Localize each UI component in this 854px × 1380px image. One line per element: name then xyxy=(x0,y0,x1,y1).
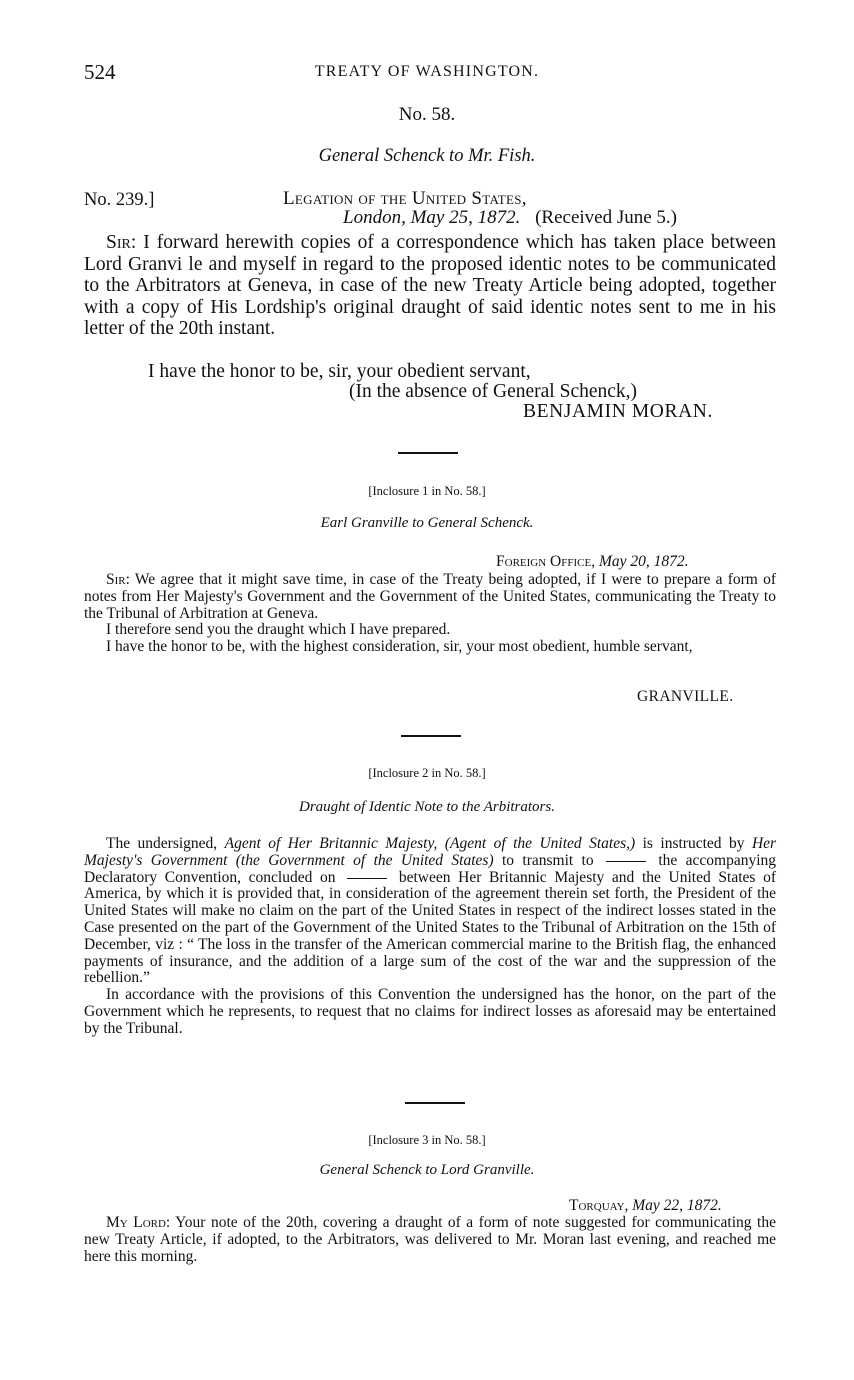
place-date-line xyxy=(496,553,689,571)
section-divider xyxy=(398,452,458,454)
inclosure-label: [Inclosure 1 in No. 58.] xyxy=(368,484,486,498)
body-text: : Your note of the 20th, covering a draught of a form of note suggested for communicating the new Treaty Article, if adopted, to the Arbitrators, was delivered to Mr. Moran last evening, and reached me here this morning. xyxy=(84,1214,776,1265)
body-text: : I forward herewith copies of a correspondence which has taken place between Lord Granvi le and myself in regard to the proposed identic notes to be communicated to the Arbitrators at Geneva, in case of the new Treaty Article being adopted, together with a copy of His Lordship's original draught of said identic notes sent to me in his letter of the 20th instant. xyxy=(84,232,776,339)
letter-heading: Earl Granville to General Schenck. xyxy=(320,515,534,531)
section-divider xyxy=(405,1102,465,1104)
letter-body xyxy=(84,232,776,340)
blank-line xyxy=(606,861,646,862)
body-text: Her Majesty's Government (the Government of the United States) xyxy=(84,835,777,869)
note-heading: Draught of Identic Note to the Arbitrators. xyxy=(299,799,555,815)
letter-heading: General Schenck to Mr. Fish. xyxy=(318,146,536,166)
page-number: 524 xyxy=(84,60,116,84)
body-text: : We agree that it might save time, in case of the Treaty being adopted, if I were to prepare a form of notes from Her Majesty's Government and the Government of the United States, communicating the Treaty to the Tribunal of Arbitration at Geneva. xyxy=(84,571,776,622)
dispatch-number: No. 239.] xyxy=(84,190,155,210)
blank-line xyxy=(347,878,387,879)
section-divider xyxy=(401,735,461,737)
place-date: London, May 25, 1872. xyxy=(343,207,521,228)
closing-line: I have the honor to be, with the highest consideration, sir, your most obedient, humble servant, xyxy=(106,638,693,656)
place: Torquay, xyxy=(569,1197,629,1214)
salutation: My Lord xyxy=(106,1214,166,1231)
body-text: is instructed by xyxy=(642,835,745,852)
note-body xyxy=(84,836,776,1038)
closing-line: I have the honor to be, sir, your obedient servant, xyxy=(148,361,531,382)
body-text: the accompanying Declaratory Convention, concluded on xyxy=(84,851,777,886)
inclosure-label: [Inclosure 2 in No. 58.] xyxy=(368,766,486,780)
absence-note: (In the absence of General Schenck,) xyxy=(349,381,638,402)
legation-line: Legation of the United States, xyxy=(283,188,527,209)
inclosure-label: [Inclosure 3 in No. 58.] xyxy=(368,1133,486,1147)
letter-body xyxy=(84,572,776,656)
salutation: Sir xyxy=(106,232,131,253)
place: Foreign Office, xyxy=(496,553,596,570)
letter-body xyxy=(84,1215,776,1265)
body-text: (Agent of the United States,) xyxy=(444,835,636,852)
signature: BENJAMIN MORAN. xyxy=(523,401,713,422)
place-date-line xyxy=(343,207,677,229)
document-number: No. 58. xyxy=(398,104,456,125)
body-text: to transmit to xyxy=(501,851,594,869)
body-text: Agent of Her Britannic Majesty, xyxy=(224,835,438,852)
received-date: (Received June 5.) xyxy=(535,207,677,228)
body-text: I therefore send you the draught which I have prepared. xyxy=(106,621,451,639)
place-date-line xyxy=(569,1197,722,1215)
signature: GRANVILLE. xyxy=(637,688,734,705)
body-text: The undersigned, xyxy=(106,835,218,852)
running-title: TREATY OF WASHINGTON. xyxy=(314,63,540,80)
salutation: Sir xyxy=(106,571,126,588)
body-text: between Her Britannic Majesty and the United States of America, by which it is provided that, in consideration of the agreement therein set forth, the President of the United States will make no claim on the part of the United States in respect of the indirect losses stated in the Case presented on the part of the Government of the United States to the Tribunal of Arbitration on the 15th of December, viz : “ The loss in the transfer of the American commercial marine to the British flag, the enhanced payments of insurance, and the addition of a large sum of the cost of the war and the suppression of the rebellion.” xyxy=(84,868,776,987)
date: May 20, 1872. xyxy=(598,553,689,570)
letter-heading: General Schenck to Lord Granville. xyxy=(319,1162,535,1178)
date: May 22, 1872. xyxy=(632,1197,722,1214)
body-text: In accordance with the provisions of this Convention the undersigned has the honor, on the part of the Government which he represents, to request that no claims for indirect losses as aforesaid may be entertained by the Tribunal. xyxy=(84,986,776,1037)
